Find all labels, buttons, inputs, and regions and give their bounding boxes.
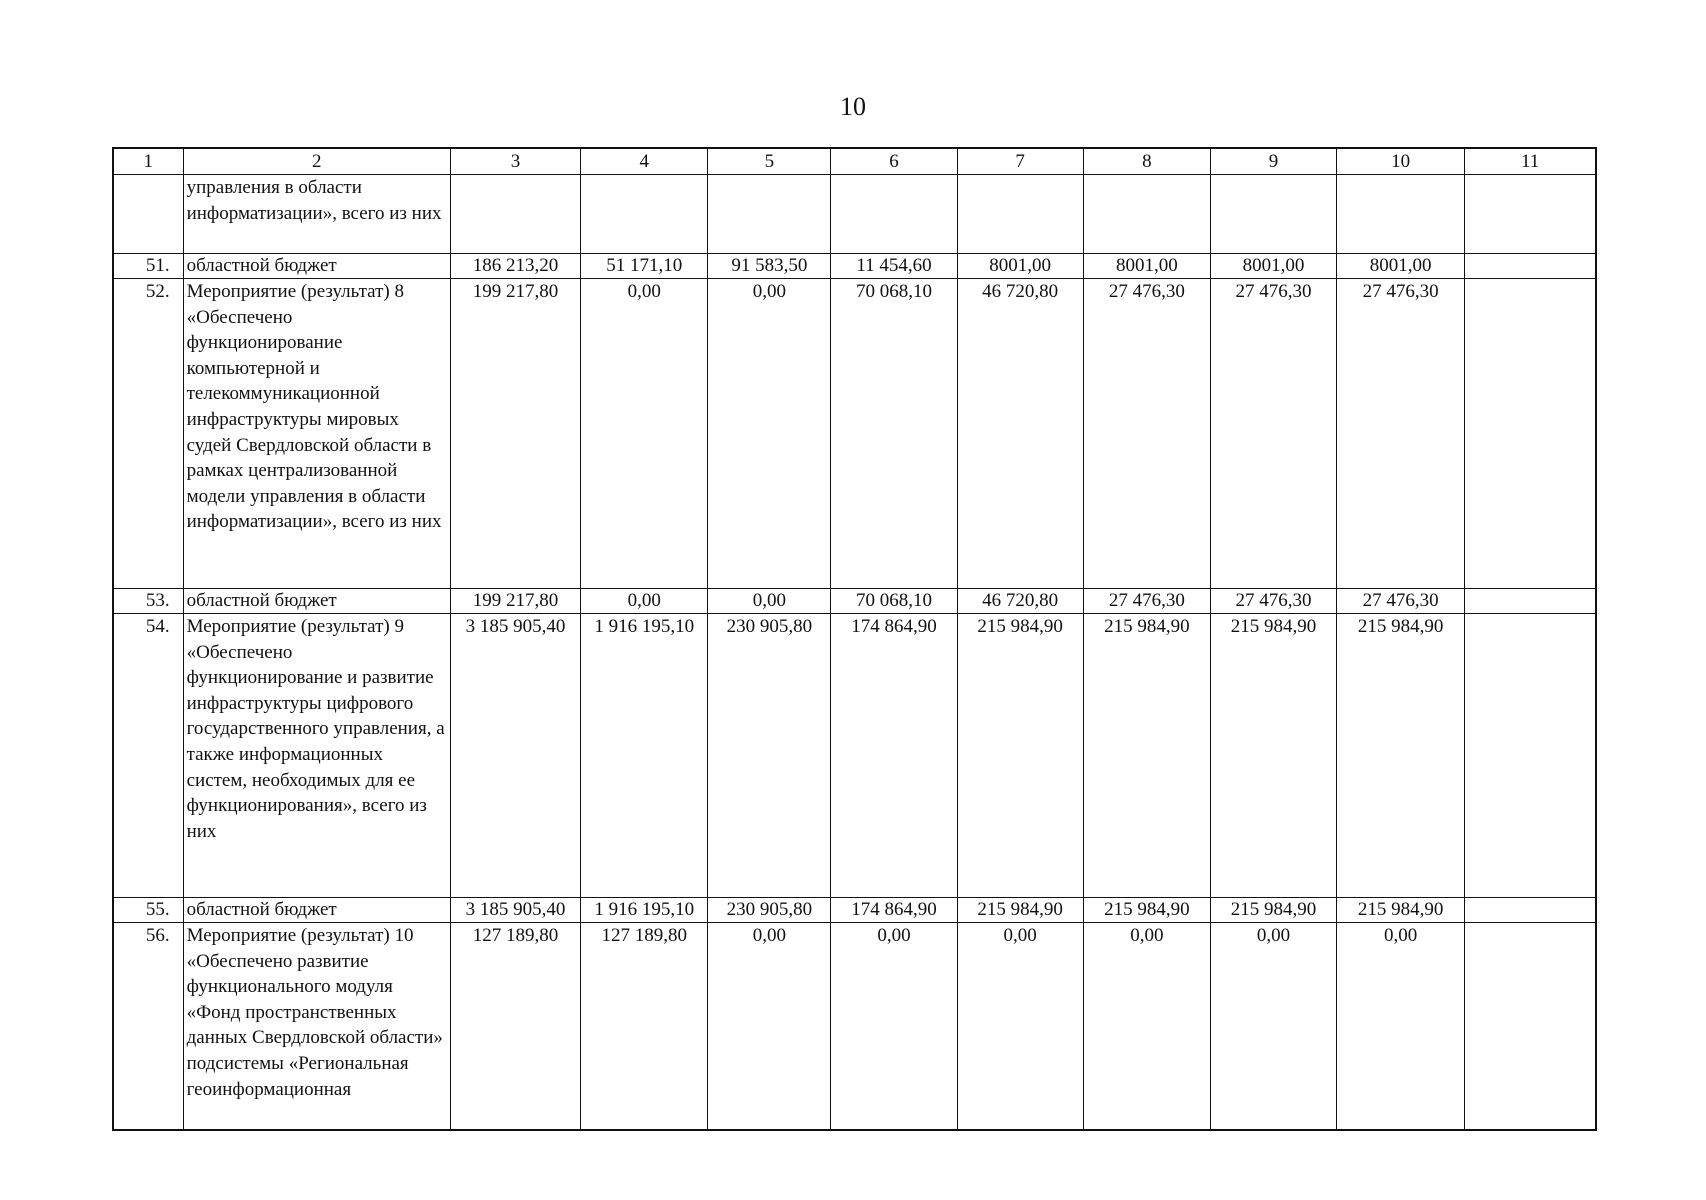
row-name: Мероприятие (результат) 9 «Обеспечено функционирование и развитие инфраструктуры цифрового государственного управления, а также информационных систем, необходимых для ее функционирования», всего из них [183, 614, 450, 898]
value-cell [708, 175, 831, 254]
column-number-cell: 7 [957, 148, 1083, 175]
value-cell: 199 217,80 [450, 279, 580, 589]
value-cell: 127 189,80 [450, 923, 580, 1131]
row-number [113, 175, 183, 254]
value-cell: 174 864,90 [831, 898, 957, 923]
value-cell [581, 175, 708, 254]
column-number-row [113, 148, 1596, 175]
value-cell [1465, 279, 1596, 589]
row-name: областной бюджет [183, 254, 450, 279]
column-number-cell: 2 [183, 148, 450, 175]
value-cell: 0,00 [831, 923, 957, 1131]
budget-table [112, 147, 1597, 1131]
row-name: областной бюджет [183, 589, 450, 614]
column-number-cell: 5 [708, 148, 831, 175]
value-cell: 46 720,80 [957, 589, 1083, 614]
table-row [113, 254, 1596, 279]
value-cell: 0,00 [581, 589, 708, 614]
column-number-cell: 10 [1337, 148, 1465, 175]
value-cell: 27 476,30 [1210, 279, 1336, 589]
value-cell: 3 185 905,40 [450, 614, 580, 898]
column-number-cell: 11 [1465, 148, 1596, 175]
value-cell: 27 476,30 [1083, 279, 1210, 589]
column-number-cell: 8 [1083, 148, 1210, 175]
value-cell: 70 068,10 [831, 589, 957, 614]
value-cell: 8001,00 [1210, 254, 1336, 279]
table-row [113, 898, 1596, 923]
value-cell: 27 476,30 [1083, 589, 1210, 614]
value-cell: 70 068,10 [831, 279, 957, 589]
value-cell: 215 984,90 [1210, 898, 1336, 923]
column-number-cell: 6 [831, 148, 957, 175]
table-row [113, 923, 1596, 1131]
value-cell: 230 905,80 [708, 614, 831, 898]
value-cell: 0,00 [581, 279, 708, 589]
value-cell [1465, 175, 1596, 254]
value-cell: 0,00 [1337, 923, 1465, 1131]
column-number-cell: 3 [450, 148, 580, 175]
value-cell [957, 175, 1083, 254]
value-cell: 8001,00 [957, 254, 1083, 279]
value-cell: 0,00 [708, 279, 831, 589]
value-cell: 1 916 195,10 [581, 898, 708, 923]
value-cell: 0,00 [708, 589, 831, 614]
value-cell: 0,00 [1083, 923, 1210, 1131]
table-row [113, 589, 1596, 614]
row-name: Мероприятие (результат) 10 «Обеспечено развитие функционального модуля «Фонд пространственных данных Свердловской области» подсистемы «Региональная геоинформационная [183, 923, 450, 1131]
value-cell: 215 984,90 [1083, 898, 1210, 923]
value-cell: 46 720,80 [957, 279, 1083, 589]
row-number: 56. [113, 923, 183, 1131]
value-cell: 0,00 [708, 923, 831, 1131]
row-number: 55. [113, 898, 183, 923]
value-cell: 27 476,30 [1337, 279, 1465, 589]
value-cell: 8001,00 [1337, 254, 1465, 279]
value-cell: 1 916 195,10 [581, 614, 708, 898]
value-cell [1083, 175, 1210, 254]
value-cell: 11 454,60 [831, 254, 957, 279]
value-cell [450, 175, 580, 254]
value-cell: 186 213,20 [450, 254, 580, 279]
value-cell: 215 984,90 [957, 898, 1083, 923]
value-cell: 215 984,90 [1337, 614, 1465, 898]
value-cell: 91 583,50 [708, 254, 831, 279]
row-number: 54. [113, 614, 183, 898]
value-cell: 230 905,80 [708, 898, 831, 923]
value-cell: 215 984,90 [1083, 614, 1210, 898]
value-cell [1465, 589, 1596, 614]
column-number-cell: 4 [581, 148, 708, 175]
value-cell: 127 189,80 [581, 923, 708, 1131]
row-number: 51. [113, 254, 183, 279]
value-cell: 215 984,90 [1210, 614, 1336, 898]
value-cell: 27 476,30 [1210, 589, 1336, 614]
value-cell [1210, 175, 1336, 254]
table-row [113, 175, 1596, 254]
value-cell [1465, 614, 1596, 898]
row-number: 52. [113, 279, 183, 589]
value-cell: 0,00 [1210, 923, 1336, 1131]
value-cell [1337, 175, 1465, 254]
value-cell [831, 175, 957, 254]
value-cell: 215 984,90 [1337, 898, 1465, 923]
column-number-cell: 9 [1210, 148, 1336, 175]
value-cell [1465, 254, 1596, 279]
column-number-cell: 1 [113, 148, 183, 175]
table-row [113, 614, 1596, 898]
value-cell: 51 171,10 [581, 254, 708, 279]
row-number: 53. [113, 589, 183, 614]
row-name: Мероприятие (результат) 8 «Обеспечено функционирование компьютерной и телекоммуникационной инфраструктуры мировых судей Свердловской области в рамках централизованной модели управления в области информатизации», всего из них [183, 279, 450, 589]
value-cell: 215 984,90 [957, 614, 1083, 898]
value-cell: 0,00 [957, 923, 1083, 1131]
value-cell: 27 476,30 [1337, 589, 1465, 614]
value-cell [1465, 923, 1596, 1131]
table-row [113, 279, 1596, 589]
row-name: управления в области информатизации», всего из них [183, 175, 450, 254]
value-cell: 199 217,80 [450, 589, 580, 614]
value-cell: 3 185 905,40 [450, 898, 580, 923]
page-number: 10 [840, 92, 866, 121]
value-cell [1465, 898, 1596, 923]
row-name: областной бюджет [183, 898, 450, 923]
value-cell: 174 864,90 [831, 614, 957, 898]
value-cell: 8001,00 [1083, 254, 1210, 279]
